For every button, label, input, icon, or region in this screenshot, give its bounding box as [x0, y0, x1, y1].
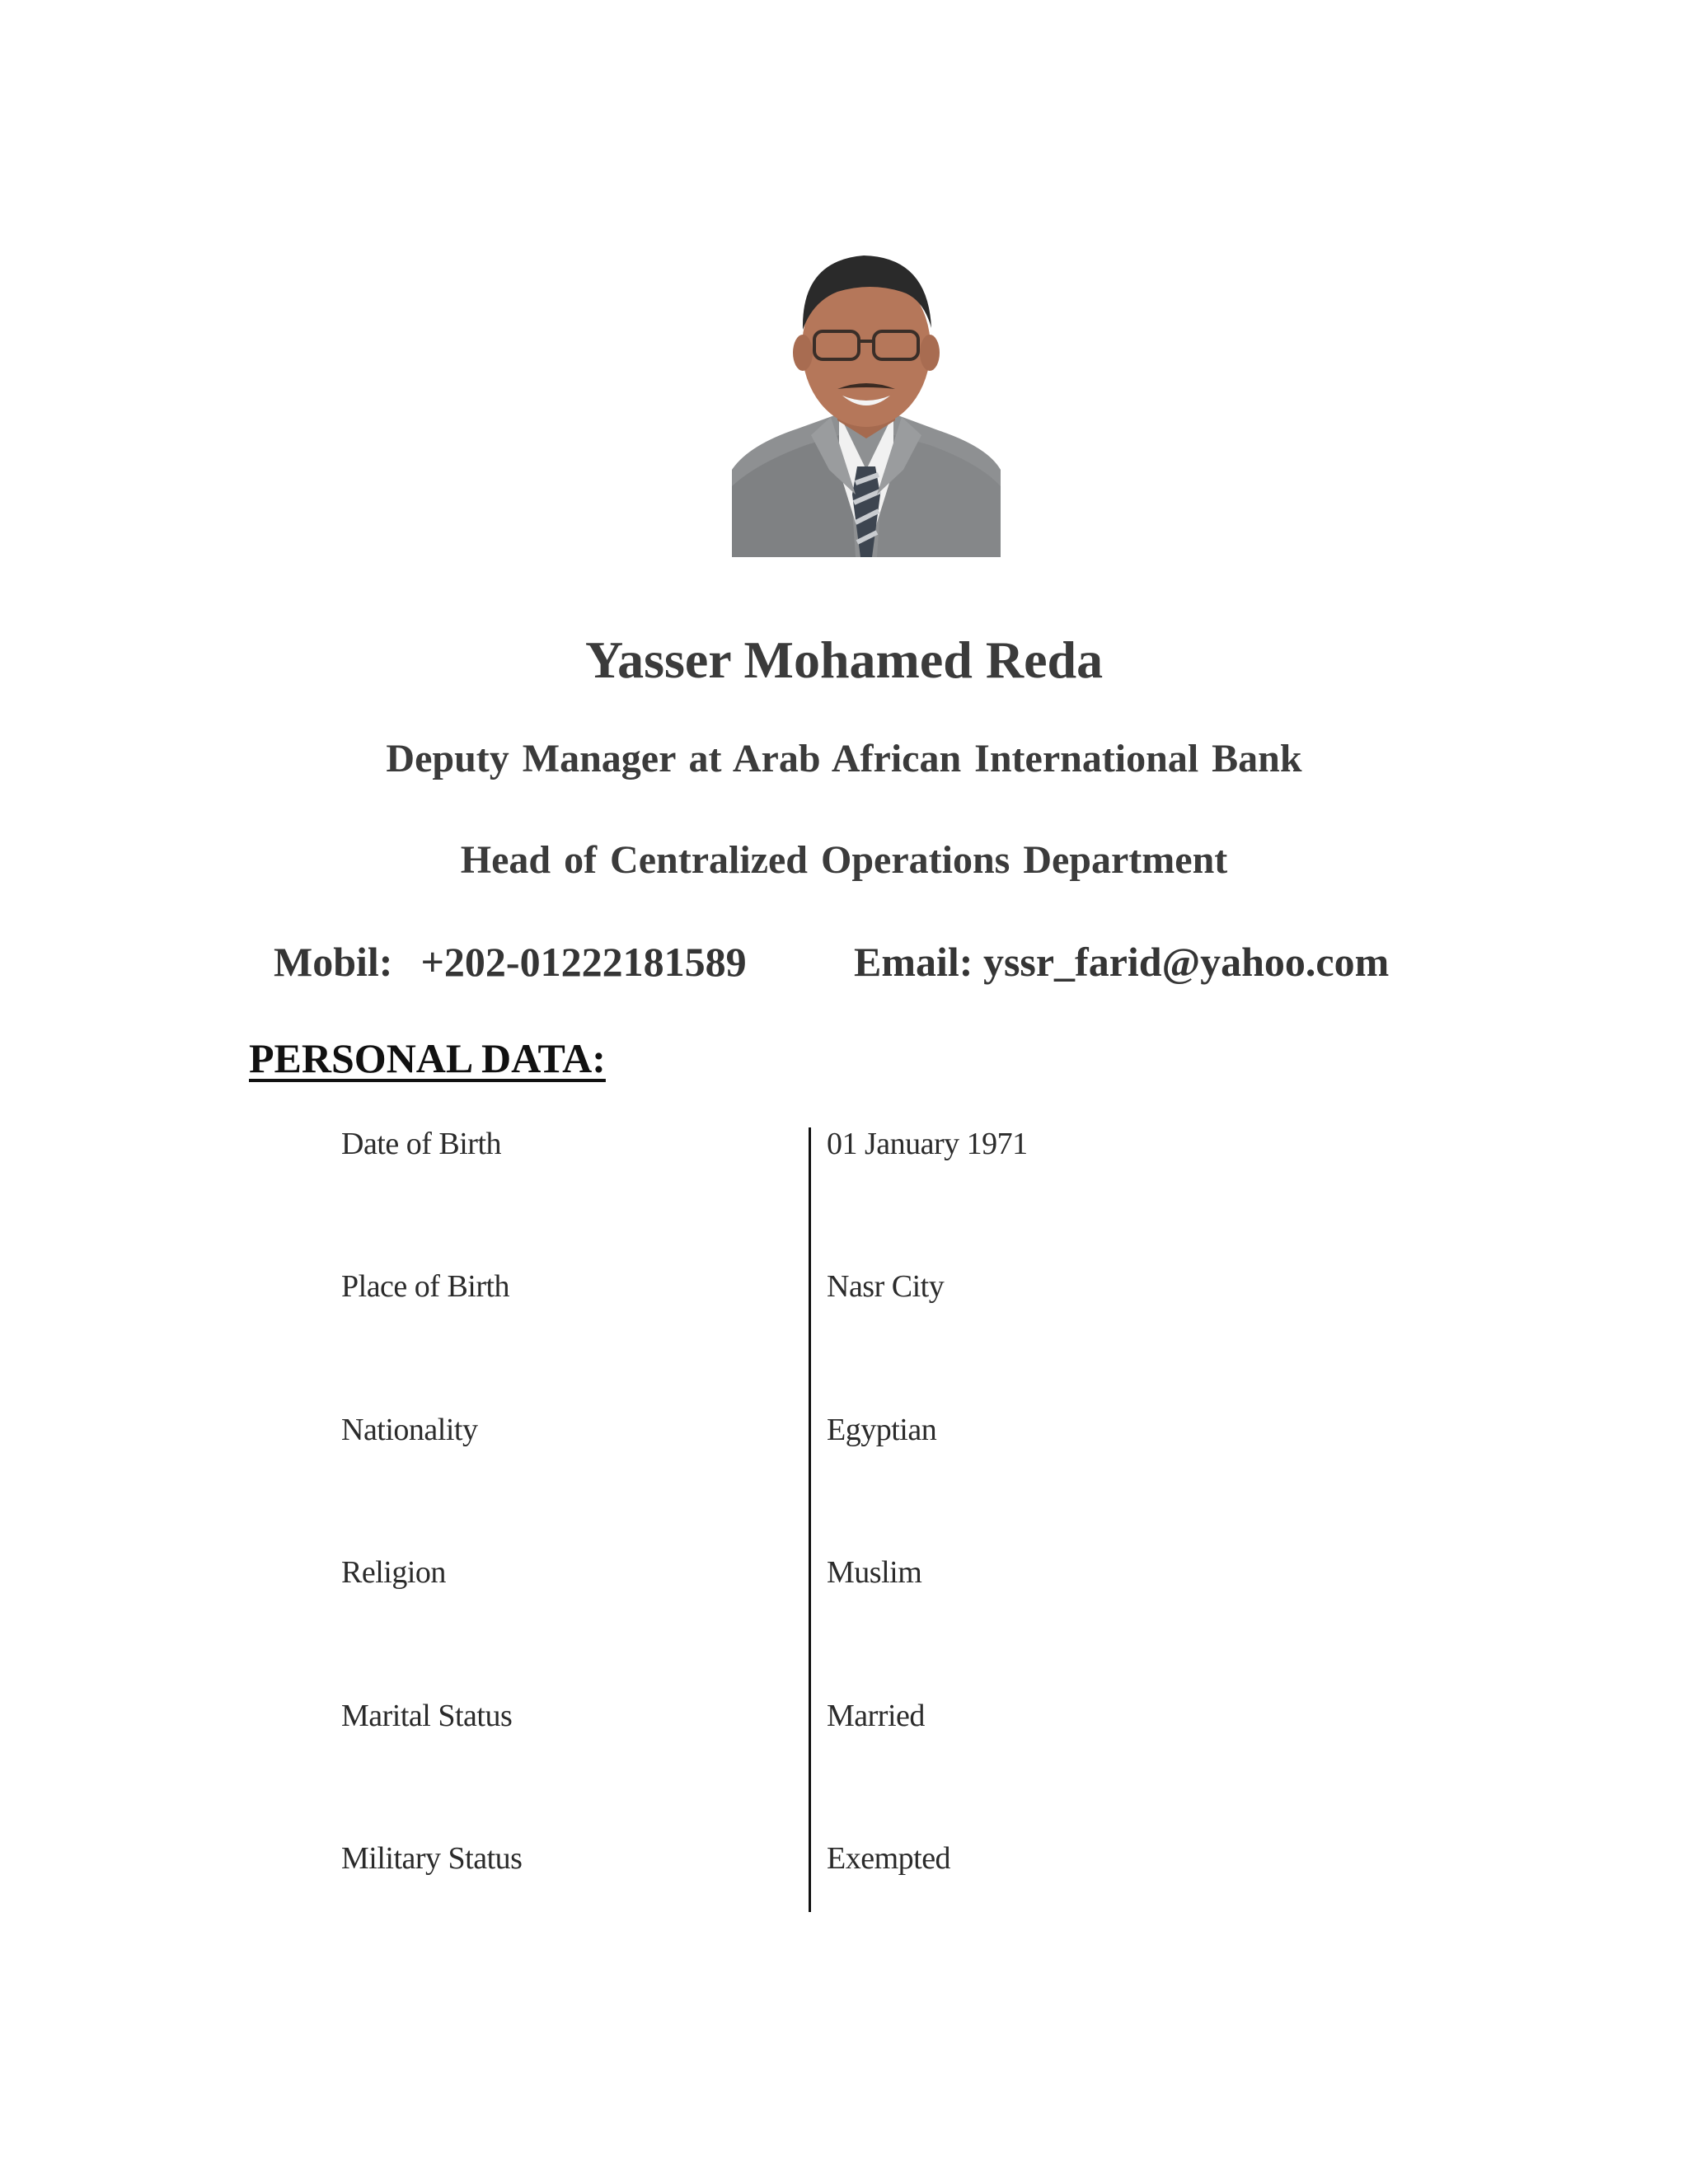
mobile-label: Mobil:	[274, 939, 393, 985]
department-title: Head of Centralized Operations Department	[460, 838, 1228, 882]
email-address: yssr_farid@yahoo.com	[982, 939, 1390, 985]
nationality-value: Egyptian	[827, 1413, 937, 1447]
mobile-number: +202-01222181589	[420, 939, 747, 985]
place-of-birth-label: Place of Birth	[341, 1269, 510, 1304]
nationality-label: Nationality	[341, 1413, 478, 1447]
religion-label: Religion	[341, 1555, 446, 1590]
portrait-photo	[732, 223, 1001, 557]
religion-value: Muslim	[827, 1555, 922, 1590]
marital-status-value: Married	[827, 1699, 925, 1733]
job-title: Deputy Manager at Arab African International Bank	[386, 737, 1302, 780]
military-status-label: Military Status	[341, 1841, 523, 1876]
marital-status-label: Marital Status	[341, 1699, 513, 1733]
email-contact	[854, 938, 1389, 986]
date-of-birth-label: Date of Birth	[341, 1127, 502, 1161]
mobile-contact	[274, 938, 747, 986]
personal-data-heading: PERSONAL DATA:	[249, 1035, 606, 1081]
place-of-birth-value: Nasr City	[827, 1269, 945, 1304]
column-divider	[809, 1127, 811, 1912]
military-status-value: Exempted	[827, 1841, 951, 1876]
email-label: Email:	[854, 939, 973, 985]
date-of-birth-value: 01 January 1971	[827, 1127, 1028, 1161]
person-name: Yasser Mohamed Reda	[584, 630, 1104, 689]
